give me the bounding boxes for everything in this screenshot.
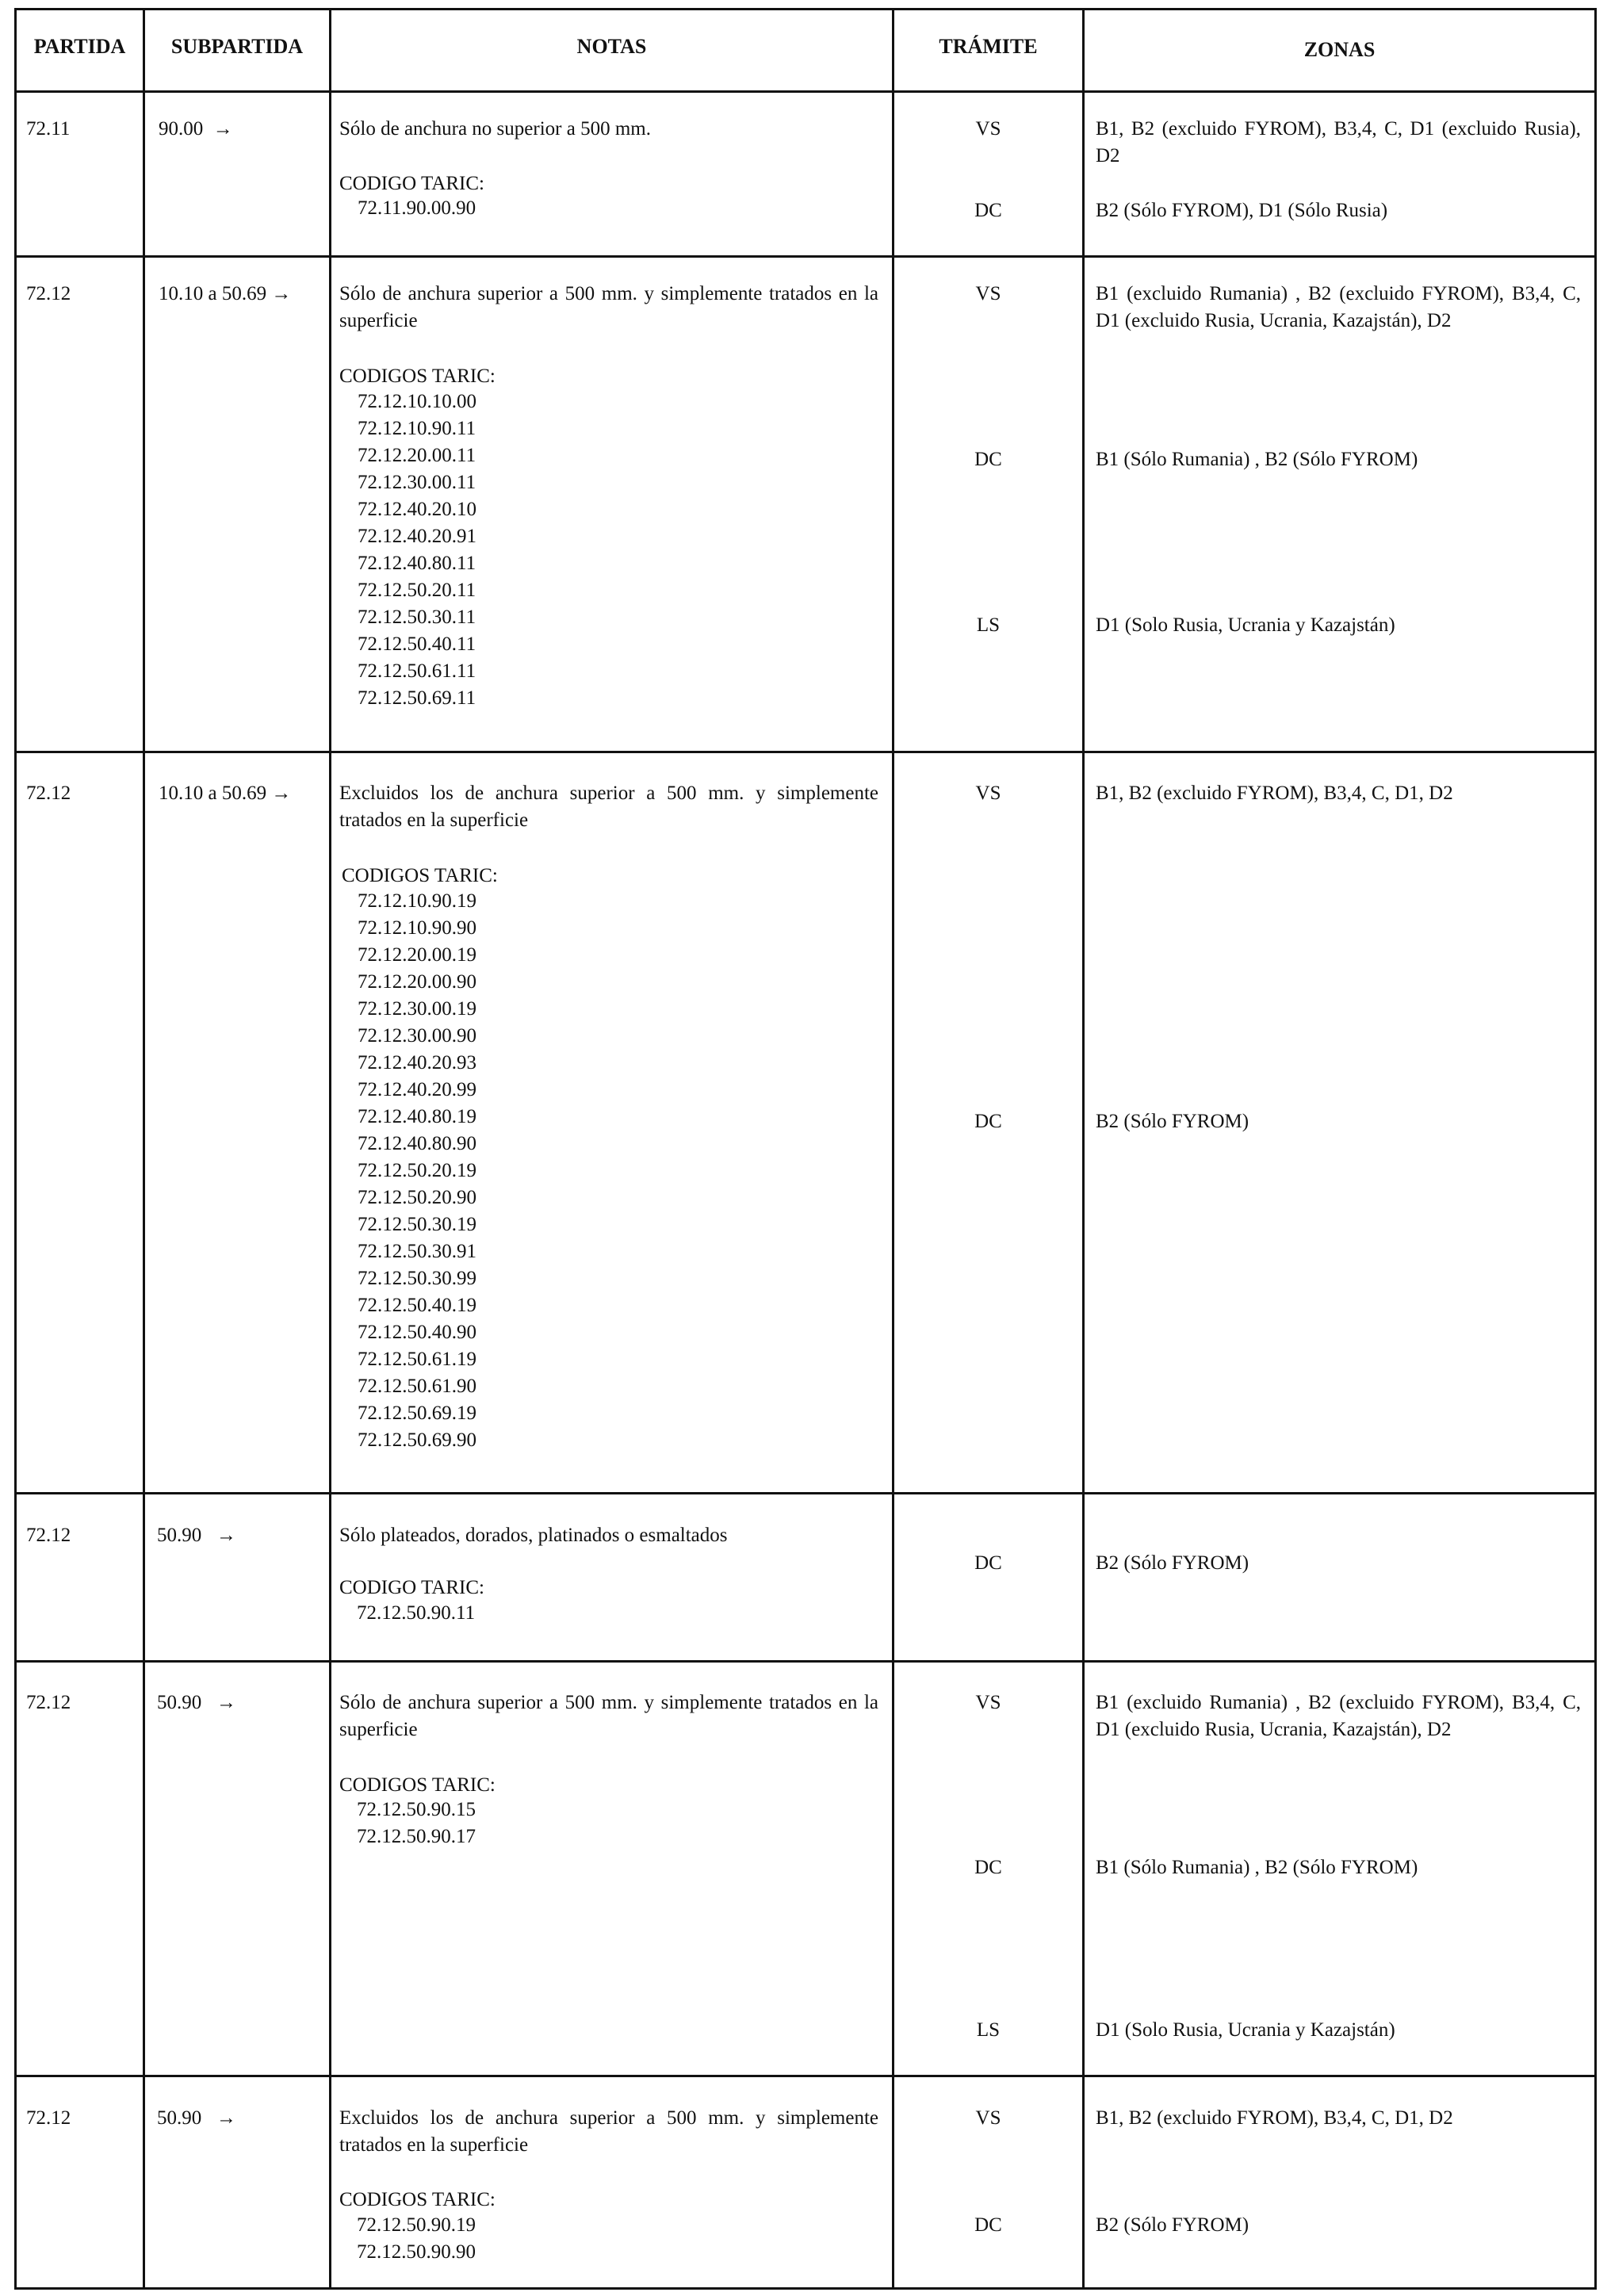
nota-text: Sólo de anchura superior a 500 mm. y simplemente tratados en la superficie bbox=[339, 1692, 878, 1740]
taric-code: 72.12.50.61.11 bbox=[358, 660, 476, 682]
taric-code: 72.12.40.80.90 bbox=[358, 1133, 476, 1154]
row-divider bbox=[14, 1660, 1597, 1663]
taric-code: 72.12.50.20.11 bbox=[358, 580, 476, 601]
subpartida-cell: 10.10 a 50.69 → bbox=[159, 783, 292, 804]
subpartida-cell: 90.00 → bbox=[159, 118, 233, 140]
row-divider bbox=[14, 2075, 1597, 2077]
zonas-text: D1 (Solo Rusia, Ucrania y Kazajstán) bbox=[1096, 2019, 1395, 2041]
tramite-code: DC bbox=[974, 1857, 1002, 1878]
taric-code: 72.12.50.30.91 bbox=[358, 1241, 476, 1262]
taric-code: 72.12.50.90.17 bbox=[357, 1826, 476, 1847]
zonas-text: B2 (Sólo FYROM) bbox=[1096, 2214, 1249, 2236]
codigos-label: CODIGOS TARIC: bbox=[342, 865, 498, 886]
taric-code: 72.12.10.90.90 bbox=[358, 917, 476, 939]
taric-code: 72.12.50.90.19 bbox=[357, 2214, 476, 2236]
row-divider bbox=[14, 1492, 1597, 1494]
header-divider bbox=[14, 90, 1597, 93]
taric-code: 72.12.50.30.11 bbox=[358, 607, 476, 628]
taric-code: 72.12.20.00.19 bbox=[358, 944, 476, 966]
tramite-code: LS bbox=[976, 2019, 1001, 2041]
tramite-code: DC bbox=[974, 2214, 1002, 2236]
taric-code: 72.12.50.30.99 bbox=[358, 1268, 476, 1289]
codigos-list bbox=[357, 1600, 475, 1627]
subpartida-cell: 50.90 → bbox=[157, 1525, 236, 1546]
taric-code: 72.12.50.30.19 bbox=[358, 1214, 476, 1235]
nota-text: Sólo plateados, dorados, platinados o esmaltados bbox=[339, 1525, 728, 1546]
column-divider bbox=[1082, 8, 1085, 2290]
zonas-text: B1 (Sólo Rumania) , B2 (Sólo FYROM) bbox=[1096, 449, 1418, 470]
tramite-code: DC bbox=[974, 1111, 1002, 1132]
codigos-list bbox=[357, 2212, 476, 2266]
subpartida-cell: 50.90 → bbox=[157, 1692, 236, 1713]
taric-code: 72.12.40.80.19 bbox=[358, 1106, 476, 1127]
codigos-label: CODIGO TARIC: bbox=[339, 1577, 484, 1598]
table-border-right bbox=[1594, 8, 1597, 2290]
header-notas: NOTAS bbox=[576, 35, 647, 58]
codigos-list bbox=[357, 1797, 476, 1850]
taric-code: 72.12.40.20.91 bbox=[358, 526, 476, 547]
taric-code: 72.12.50.69.11 bbox=[358, 687, 476, 709]
taric-code: 72.12.50.40.90 bbox=[358, 1322, 476, 1343]
codigos-list bbox=[358, 888, 476, 1454]
subpartida-cell: 10.10 a 50.69 → bbox=[159, 283, 292, 304]
tramite-code: VS bbox=[975, 118, 1001, 140]
zonas-text: B1 (Sólo Rumania) , B2 (Sólo FYROM) bbox=[1096, 1857, 1418, 1878]
column-divider bbox=[143, 8, 145, 2290]
table-border-bottom bbox=[14, 2287, 1597, 2290]
taric-code: 72.12.40.20.99 bbox=[358, 1079, 476, 1100]
codigos-list bbox=[358, 195, 476, 222]
codigos-list bbox=[358, 388, 476, 712]
partida-cell: 72.11 bbox=[26, 118, 71, 140]
taric-code: 72.12.10.90.19 bbox=[358, 890, 476, 912]
taric-code: 72.12.30.00.11 bbox=[358, 472, 476, 493]
nota-text: Excluidos los de anchura superior a 500 mm. y simplemente tratados en la superficie bbox=[339, 783, 878, 831]
zonas-text: B2 (Sólo FYROM), D1 (Sólo Rusia) bbox=[1096, 200, 1388, 221]
taric-code: 72.12.40.80.11 bbox=[358, 553, 476, 574]
partida-cell: 72.12 bbox=[26, 2107, 71, 2129]
taric-code: 72.12.50.61.90 bbox=[358, 1376, 476, 1397]
tramite-code: VS bbox=[975, 1692, 1001, 1713]
taric-code: 72.12.50.61.19 bbox=[358, 1349, 476, 1370]
taric-code: 72.12.50.90.90 bbox=[357, 2241, 476, 2263]
taric-code: 72.12.50.69.90 bbox=[358, 1429, 476, 1451]
taric-code: 72.12.40.20.93 bbox=[358, 1052, 476, 1073]
tramite-code: DC bbox=[974, 1552, 1002, 1574]
nota-text: Sólo de anchura superior a 500 mm. y simplemente tratados en la superficie bbox=[339, 283, 878, 331]
header-subpartida: SUBPARTIDA bbox=[170, 35, 304, 58]
taric-code: 72.12.40.20.10 bbox=[358, 499, 476, 520]
zonas-text: B2 (Sólo FYROM) bbox=[1096, 1111, 1249, 1132]
taric-code: 72.12.50.69.19 bbox=[358, 1402, 476, 1424]
partida-cell: 72.12 bbox=[26, 283, 71, 304]
row-divider bbox=[14, 751, 1597, 753]
zonas-text: B1, B2 (excluido FYROM), B3,4, C, D1, D2 bbox=[1096, 783, 1453, 804]
taric-code: 72.12.20.00.11 bbox=[358, 445, 476, 466]
subpartida-cell: 50.90 → bbox=[157, 2107, 236, 2129]
nota-text: Excluidos los de anchura superior a 500 mm. y simplemente tratados en la superficie bbox=[339, 2107, 878, 2156]
zonas-text: B2 (Sólo FYROM) bbox=[1096, 1552, 1249, 1574]
zonas-text: B1 (excluido Rumania) , B2 (excluido FYROM), B3,4, C, D1 (excluido Rusia, Ucrania, Kazajstán), D2 bbox=[1096, 1692, 1581, 1740]
taric-code: 72.11.90.00.90 bbox=[358, 197, 476, 219]
partida-cell: 72.12 bbox=[26, 1692, 71, 1713]
taric-code: 72.12.30.00.19 bbox=[358, 998, 476, 1020]
codigos-label: CODIGOS TARIC: bbox=[339, 365, 496, 387]
zonas-text: B1, B2 (excluido FYROM), B3,4, C, D1 (excluido Rusia), D2 bbox=[1096, 118, 1581, 166]
taric-code: 72.12.10.10.00 bbox=[358, 391, 476, 412]
codigos-label: CODIGOS TARIC: bbox=[339, 1774, 496, 1796]
tramite-code: VS bbox=[975, 283, 1001, 304]
header-tramite: TRÁMITE bbox=[939, 35, 1038, 58]
taric-code: 72.12.30.00.90 bbox=[358, 1025, 476, 1047]
taric-code: 72.12.50.40.19 bbox=[358, 1295, 476, 1316]
nota-text: Sólo de anchura no superior a 500 mm. bbox=[339, 118, 651, 140]
tramite-code: DC bbox=[974, 200, 1002, 221]
codigos-label: CODIGOS TARIC: bbox=[339, 2189, 496, 2210]
taric-code: 72.12.50.40.11 bbox=[358, 633, 476, 655]
table-border-top bbox=[14, 8, 1597, 10]
zonas-text: B1, B2 (excluido FYROM), B3,4, C, D1, D2 bbox=[1096, 2107, 1453, 2129]
tramite-code: DC bbox=[974, 449, 1002, 470]
taric-code: 72.12.50.90.15 bbox=[357, 1799, 476, 1820]
header-partida: PARTIDA bbox=[33, 35, 126, 58]
taric-code: 72.12.50.90.11 bbox=[357, 1602, 476, 1624]
tramite-code: VS bbox=[975, 783, 1001, 804]
tramite-code: LS bbox=[976, 614, 1001, 636]
partida-cell: 72.12 bbox=[26, 783, 71, 804]
header-zonas: ZONAS bbox=[1303, 38, 1376, 61]
column-divider bbox=[329, 8, 331, 2290]
taric-code: 72.12.20.00.90 bbox=[358, 971, 476, 993]
tramite-code: VS bbox=[975, 2107, 1001, 2129]
row-divider bbox=[14, 255, 1597, 258]
codigos-label: CODIGO TARIC: bbox=[339, 173, 484, 194]
partida-cell: 72.12 bbox=[26, 1525, 71, 1546]
table-border-left bbox=[14, 8, 17, 2290]
column-divider bbox=[892, 8, 894, 2290]
taric-code: 72.12.50.20.19 bbox=[358, 1160, 476, 1181]
zonas-text: B1 (excluido Rumania) , B2 (excluido FYROM), B3,4, C, D1 (excluido Rusia, Ucrania, Kazajstán), D2 bbox=[1096, 283, 1581, 331]
taric-code: 72.12.50.20.90 bbox=[358, 1187, 476, 1208]
zonas-text: D1 (Solo Rusia, Ucrania y Kazajstán) bbox=[1096, 614, 1395, 636]
taric-code: 72.12.10.90.11 bbox=[358, 418, 476, 439]
